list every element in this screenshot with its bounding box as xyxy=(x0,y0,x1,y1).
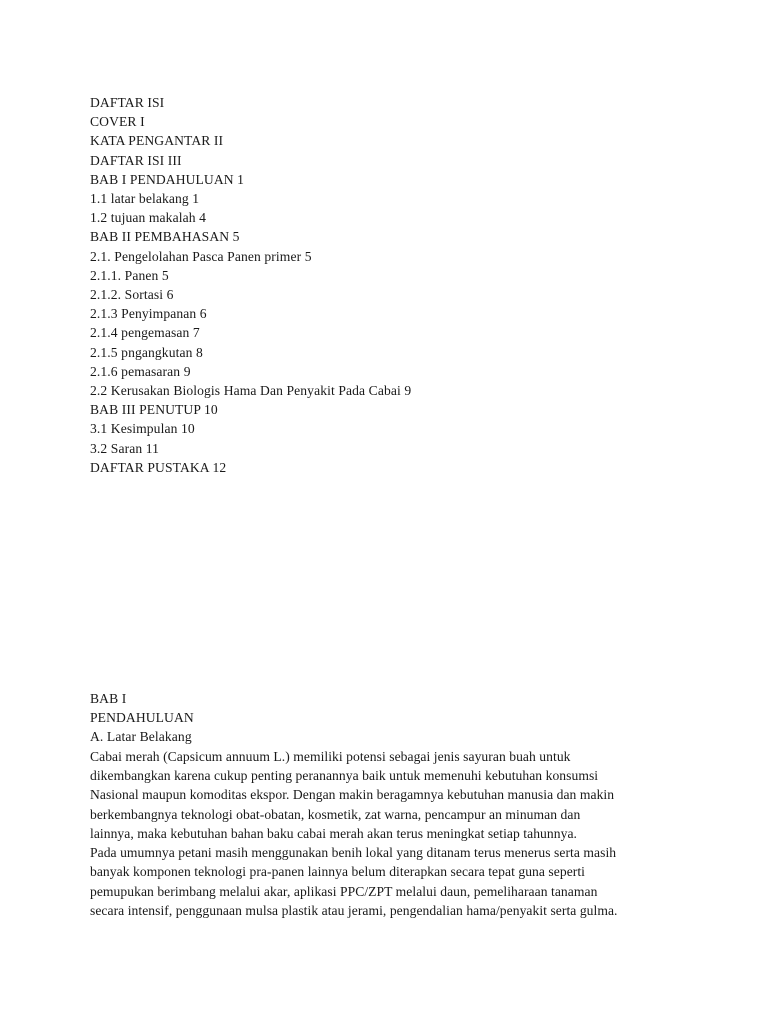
paragraph-line: pemupukan berimbang melalui akar, aplikasi PPC/ZPT melalui daun, pemeliharaan tanaman xyxy=(90,883,598,899)
toc-item-3-1: 3.1 Kesimpulan 10 xyxy=(90,421,195,437)
paragraph-line: dikembangkan karena cukup penting peranannya baik untuk memenuhi kebutuhan konsumsi xyxy=(90,767,599,783)
chapter-section xyxy=(90,689,690,920)
chapter-title: PENDAHULUAN xyxy=(90,710,194,726)
paragraph-line: secara intensif, penggunaan mulsa plastik atau jerami, pengendalian hama/penyakit serta gulma. xyxy=(90,902,618,918)
toc-item-bab-1: BAB I PENDAHULUAN 1 xyxy=(90,171,245,187)
toc-title: DAFTAR ISI xyxy=(90,95,165,110)
paragraph-line: lainnya, maka kebutuhan bahan baku cabai merah akan terus meningkat setiap tahunnya. xyxy=(90,825,577,841)
paragraph-line: Cabai merah (Capsicum annuum L.) memiliki potensi sebagai jenis sayuran buah untuk xyxy=(90,748,571,764)
toc-item-2-1-1: 2.1.1. Panen 5 xyxy=(90,267,169,283)
toc-item-2-1: 2.1. Pengelolahan Pasca Panen primer 5 xyxy=(90,248,312,264)
toc-item-1-1: 1.1 latar belakang 1 xyxy=(90,191,200,207)
toc-item-cover: COVER I xyxy=(90,114,145,130)
paragraph-line: banyak komponen teknologi pra-panen lainnya belum diterapkan secara tepat guna seperti xyxy=(90,864,586,880)
toc-item-2-1-4: 2.1.4 pengemasan 7 xyxy=(90,325,200,341)
toc-item-kata-pengantar: KATA PENGANTAR II xyxy=(90,133,224,149)
toc-item-2-1-2: 2.1.2. Sortasi 6 xyxy=(90,287,174,303)
toc-item-2-1-6: 2.1.6 pemasaran 9 xyxy=(90,363,191,379)
paragraph-line: Pada umumnya petani masih menggunakan benih lokal yang ditanam terus menerus serta masih xyxy=(90,845,617,861)
table-of-contents xyxy=(90,93,690,477)
toc-item-2-2: 2.2 Kerusakan Biologis Hama Dan Penyakit Pada Cabai 9 xyxy=(90,383,412,399)
toc-item-daftar-pustaka: DAFTAR PUSTAKA 12 xyxy=(90,459,227,475)
toc-item-2-1-5: 2.1.5 pngangkutan 8 xyxy=(90,344,203,360)
chapter-number: BAB I xyxy=(90,691,127,706)
paragraph-line: Nasional maupun komoditas ekspor. Dengan makin beragamnya kebutuhan manusia dan makin xyxy=(90,787,615,803)
toc-item-bab-2: BAB II PEMBAHASAN 5 xyxy=(90,229,240,245)
body-paragraph xyxy=(90,747,690,921)
toc-item-daftar-isi: DAFTAR ISI III xyxy=(90,152,182,168)
section-heading: A. Latar Belakang xyxy=(90,729,192,745)
toc-item-3-2: 3.2 Saran 11 xyxy=(90,440,160,456)
paragraph-line: berkembangnya teknologi obat-obatan, kosmetik, zat warna, pencampur an minuman dan xyxy=(90,806,581,822)
toc-item-1-2: 1.2 tujuan makalah 4 xyxy=(90,210,207,226)
toc-item-2-1-3: 2.1.3 Penyimpanan 6 xyxy=(90,306,207,322)
toc-item-bab-3: BAB III PENUTUP 10 xyxy=(90,402,218,418)
